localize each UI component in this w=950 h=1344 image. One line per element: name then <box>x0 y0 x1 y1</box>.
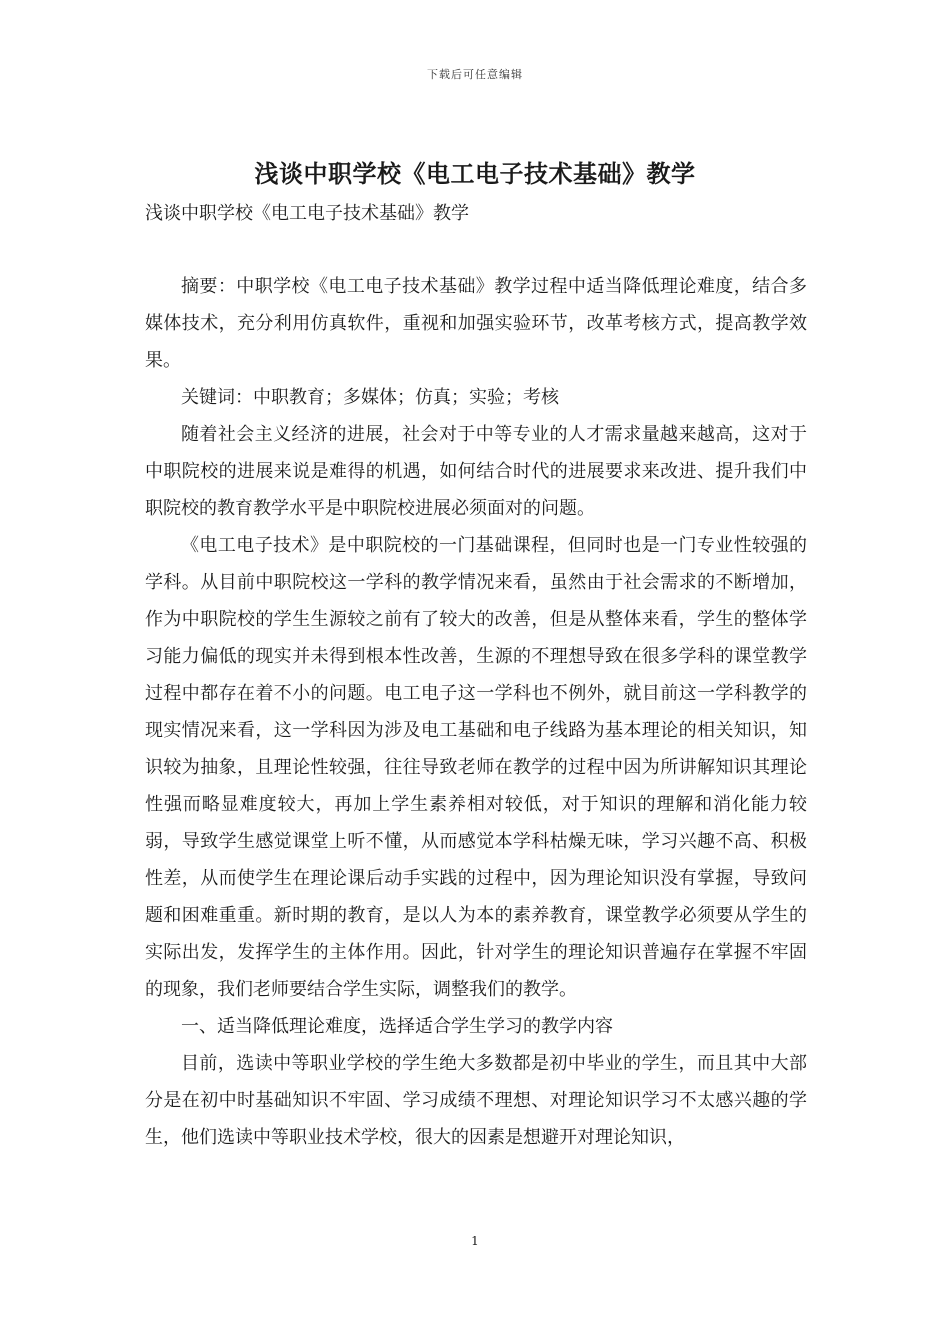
paragraph: 目前，选读中等职业学校的学生绝大多数都是初中毕业的学生，而且其中大部分是在初中时基础知识不牢固、学习成绩不理想、对理论知识学习不太感兴趣的学生，他们选读中等职业技术学校，很大的因素是想避开对理论知识， <box>145 1053 807 1148</box>
document-body <box>145 268 807 1156</box>
document-title: 浅谈中职学校《电工电子技术基础》教学 <box>254 159 696 188</box>
paragraph-keywords: 关键词：中职教育；多媒体；仿真；实验；考核 <box>181 387 559 408</box>
paragraph: 随着社会主义经济的进展，社会对于中等专业的人才需求量越来越高，这对于中职院校的进展来说是难得的机遇，如何结合时代的进展要求来改进、提升我们中职院校的教育教学水平是中职院校进展必须面对的问题。 <box>145 424 807 519</box>
document-subtitle: 浅谈中职学校《电工电子技术基础》教学 <box>145 203 469 224</box>
section-heading: 一、适当降低理论难度，选择适合学生学习的教学内容 <box>181 1016 613 1037</box>
page-number: 1 <box>471 1234 479 1248</box>
header-note: 下载后可任意编辑 <box>427 68 523 81</box>
paragraph: 《电工电子技术》是中职院校的一门基础课程，但同时也是一门专业性较强的学科。从目前中职院校这一学科的教学情况来看，虽然由于社会需求的不断增加，作为中职院校的学生生源较之前有了较大的改善，但是从整体来看，学生的整体学习能力偏低的现实并未得到根本性改善，生源的不理想导致在很多学科的课堂教学过程中都存在着不小的问题。电工电子这一学科也不例外，就目前这一学科教学的现实情况来看，这一学科因为涉及电工基础和电子线路为基本理论的相关知识，知识较为抽象，且理论性较强，往往导致老师在教学的过程中因为所讲解知识其理论性强而略显难度较大，再加上学生素养相对较低，对于知识的理解和消化能力较弱，导致学生感觉课堂上听不懂，从而感觉本学科枯燥无味，学习兴趣不高、积极性差，从而使学生在理论课后动手实践的过程中，因为理论知识没有掌握，导致问题和困难重重。新时期的教育，是以人为本的素养教育，课堂教学必须要从学生的实际出发，发挥学生的主体作用。因此，针对学生的理论知识普遍存在掌握不牢固的现象，我们老师要结合学生实际，调整我们的教学。 <box>145 535 807 1000</box>
paragraph-abstract: 摘要：中职学校《电工电子技术基础》教学过程中适当降低理论难度，结合多媒体技术，充分利用仿真软件，重视和加强实验环节，改革考核方式，提高教学效果。 <box>145 276 807 371</box>
